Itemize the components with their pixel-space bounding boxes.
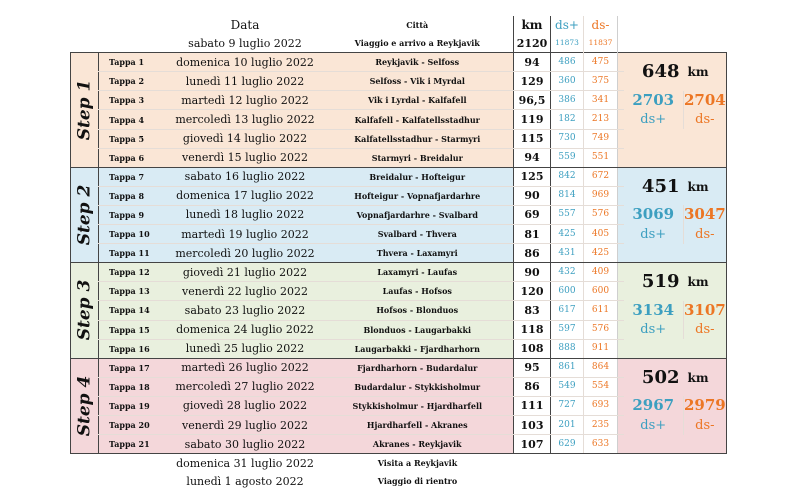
stage-date: domenica 24 luglio 2022	[169, 320, 322, 339]
stage-number: Tappa 1	[99, 53, 169, 72]
step-total-ds-minus: 3047	[684, 205, 726, 224]
step-total-ds-minus: 2979	[684, 396, 726, 415]
stage-row	[71, 244, 727, 263]
stage-row	[71, 301, 727, 320]
step-label	[71, 167, 99, 262]
step-label-text: Step 4	[74, 375, 94, 437]
stage-number: Tappa 14	[99, 301, 169, 320]
summary-filler	[684, 148, 727, 167]
stage-row	[71, 339, 727, 358]
stage-route: Vik i Lyrdal - Kalfafell	[322, 91, 514, 110]
summary-filler	[624, 244, 684, 263]
stage-ds-minus: 672	[584, 167, 618, 186]
stage-date: venerdì 22 luglio 2022	[169, 282, 322, 301]
stage-ds-plus: 486	[551, 53, 584, 72]
stage-row	[71, 53, 727, 72]
blank-cell	[514, 472, 551, 490]
stage-km: 125	[514, 167, 551, 186]
stage-km: 107	[514, 435, 551, 454]
step-total-ds-plus: 3134	[624, 301, 684, 320]
stage-route: Budardalur - Stykkisholmur	[322, 377, 514, 396]
header-ds-minus: ds-	[584, 16, 618, 34]
stage-ds-plus: 629	[551, 435, 584, 454]
stage-number: Tappa 15	[99, 320, 169, 339]
stage-number: Tappa 21	[99, 435, 169, 454]
stage-ds-plus: 730	[551, 129, 584, 148]
stage-number: Tappa 12	[99, 263, 169, 282]
blank-cell	[624, 472, 684, 490]
stage-number: Tappa 16	[99, 339, 169, 358]
stage-km: 81	[514, 225, 551, 244]
stage-ds-plus: 861	[551, 358, 584, 377]
stage-km: 69	[514, 205, 551, 224]
stage-ds-plus: 386	[551, 91, 584, 110]
spacer-cell	[618, 72, 624, 91]
blank-cell	[71, 472, 99, 490]
stage-ds-plus: 432	[551, 263, 584, 282]
stage-number: Tappa 18	[99, 377, 169, 396]
stage-route: Thvera - Laxamyri	[322, 244, 514, 263]
stage-ds-plus: 360	[551, 72, 584, 91]
step-label	[71, 358, 99, 453]
stage-route: Selfoss - Vik i Myrdal	[322, 72, 514, 91]
stage-ds-plus: 549	[551, 377, 584, 396]
step-label	[71, 53, 99, 168]
stage-date: giovedì 28 luglio 2022	[169, 396, 322, 415]
summary-filler	[624, 339, 684, 358]
stage-number: Tappa 10	[99, 225, 169, 244]
step-ds-minus-label: ds-	[684, 110, 727, 129]
stage-date: giovedì 21 luglio 2022	[169, 263, 322, 282]
stage-ds-minus: 235	[584, 415, 618, 434]
summary-filler	[684, 129, 727, 148]
blank-cell	[99, 472, 169, 490]
step-total-km-unit: km	[684, 358, 727, 396]
stage-route: Laugarbakki - Fjardharhorn	[322, 339, 514, 358]
step-total-km-unit: km	[684, 263, 727, 301]
step-ds-plus-label: ds+	[624, 225, 684, 244]
stage-ds-plus: 425	[551, 225, 584, 244]
stage-number: Tappa 11	[99, 244, 169, 263]
stage-date: sabato 16 luglio 2022	[169, 167, 322, 186]
stage-date: martedì 26 luglio 2022	[169, 358, 322, 377]
stage-row	[71, 435, 727, 454]
blank-cell	[551, 472, 584, 490]
stage-km: 96,5	[514, 91, 551, 110]
stage-ds-minus: 341	[584, 91, 618, 110]
arrival-km: 2120	[514, 34, 551, 53]
stage-date: martedì 19 luglio 2022	[169, 225, 322, 244]
stage-date: venerdì 15 luglio 2022	[169, 148, 322, 167]
stage-km: 90	[514, 263, 551, 282]
stage-ds-plus: 201	[551, 415, 584, 434]
extra-day-date: domenica 31 luglio 2022	[176, 456, 314, 470]
step-ds-minus-label: ds-	[684, 225, 727, 244]
blank-cell	[584, 454, 618, 473]
extra-day-row	[71, 454, 727, 473]
extra-day-date: lunedì 1 agosto 2022	[186, 474, 304, 488]
blank-cell	[71, 454, 99, 473]
stage-ds-minus: 409	[584, 263, 618, 282]
stage-km: 90	[514, 186, 551, 205]
spacer-cell	[618, 377, 624, 396]
stage-ds-minus: 911	[584, 339, 618, 358]
stage-row	[71, 358, 727, 377]
stage-ds-plus: 727	[551, 396, 584, 415]
stage-route: Stykkisholmur - Hjardharfell	[322, 396, 514, 415]
blank-cell	[684, 454, 727, 473]
stage-ds-plus: 597	[551, 320, 584, 339]
stage-row	[71, 263, 727, 282]
stage-row	[71, 415, 727, 434]
stage-route: Hofteigur - Vopnafjardarhre	[322, 186, 514, 205]
stage-route: Laxamyri - Laufas	[322, 263, 514, 282]
step-total-ds-plus: 3069	[624, 205, 684, 224]
stage-ds-minus: 425	[584, 244, 618, 263]
stage-ds-minus: 633	[584, 435, 618, 454]
extra-day-activity: Viaggio di rientro	[377, 476, 458, 487]
stage-ds-minus: 405	[584, 225, 618, 244]
step-ds-plus-label: ds+	[624, 320, 684, 339]
stage-ds-minus: 213	[584, 110, 618, 129]
summary-filler	[684, 435, 727, 454]
stage-ds-plus: 559	[551, 148, 584, 167]
stage-ds-plus: 814	[551, 186, 584, 205]
stage-ds-minus: 375	[584, 72, 618, 91]
stage-row	[71, 320, 727, 339]
step-label	[71, 263, 99, 358]
step-label-text: Step 2	[74, 184, 94, 246]
stage-number: Tappa 8	[99, 186, 169, 205]
stage-ds-minus: 576	[584, 320, 618, 339]
blank-cell	[99, 454, 169, 473]
step-total-ds-minus: 2704	[684, 90, 726, 109]
stage-ds-minus: 749	[584, 129, 618, 148]
summary-filler	[624, 435, 684, 454]
stage-km: 86	[514, 244, 551, 263]
stage-km: 83	[514, 301, 551, 320]
summary-filler	[624, 129, 684, 148]
stage-ds-plus: 431	[551, 244, 584, 263]
step-total-km: 451	[624, 167, 684, 205]
step-total-km: 648	[624, 53, 684, 91]
stage-number: Tappa 20	[99, 415, 169, 434]
stage-km: 120	[514, 282, 551, 301]
step-label-text: Step 3	[74, 280, 94, 341]
stage-row	[71, 91, 727, 110]
stage-ds-minus: 693	[584, 396, 618, 415]
step-total-km: 519	[624, 263, 684, 301]
blank-cell	[514, 454, 551, 473]
step-ds-plus-label: ds+	[624, 110, 684, 129]
extra-day-activity: Visita a Reykjavik	[377, 458, 458, 469]
stage-row	[71, 396, 727, 415]
stage-ds-minus: 554	[584, 377, 618, 396]
stage-ds-minus: 969	[584, 186, 618, 205]
stage-date: mercoledì 13 luglio 2022	[169, 110, 322, 129]
stage-date: mercoledì 20 luglio 2022	[169, 244, 322, 263]
stage-date: martedì 12 luglio 2022	[169, 91, 322, 110]
blank-cell	[624, 454, 684, 473]
stage-row	[71, 110, 727, 129]
stage-row	[71, 225, 727, 244]
blank-cell	[584, 472, 618, 490]
stage-ds-plus: 888	[551, 339, 584, 358]
header-date: Data	[230, 18, 260, 33]
stage-route: Vopnafjardarhre - Svalbard	[322, 205, 514, 224]
stage-number: Tappa 9	[99, 205, 169, 224]
stage-number: Tappa 2	[99, 72, 169, 91]
stage-number: Tappa 6	[99, 148, 169, 167]
stage-ds-minus: 576	[584, 205, 618, 224]
step-total-ds-plus: 2967	[624, 396, 684, 415]
header-ds-plus: ds+	[551, 16, 584, 34]
stage-ds-minus: 600	[584, 282, 618, 301]
stage-number: Tappa 19	[99, 396, 169, 415]
stage-km: 118	[514, 320, 551, 339]
step-total-km-unit: km	[684, 167, 727, 205]
stage-ds-plus: 557	[551, 205, 584, 224]
stage-route: Hofsos - Blonduos	[322, 301, 514, 320]
stage-date: giovedì 14 luglio 2022	[169, 129, 322, 148]
stage-number: Tappa 17	[99, 358, 169, 377]
step-total-km-unit: km	[684, 53, 727, 91]
stage-ds-minus: 864	[584, 358, 618, 377]
arrival-date: sabato 9 luglio 2022	[188, 36, 302, 50]
stage-route: Hjardharfell - Akranes	[322, 415, 514, 434]
blank-cell	[684, 472, 727, 490]
stage-number: Tappa 4	[99, 110, 169, 129]
step-total-ds-plus: 2703	[624, 91, 684, 110]
stage-route: Blonduos - Laugarbakki	[322, 320, 514, 339]
stage-route: Kalfatellsstadhur - Starmyri	[322, 129, 514, 148]
arrival-row	[71, 34, 727, 53]
stage-ds-minus: 475	[584, 53, 618, 72]
step-total-ds-minus: 3107	[684, 300, 726, 319]
summary-filler	[684, 339, 727, 358]
stage-date: domenica 17 luglio 2022	[169, 186, 322, 205]
arrival-ds-plus: 11873	[551, 34, 584, 53]
extra-day-row	[71, 472, 727, 490]
blank-cell	[551, 454, 584, 473]
itinerary-table	[70, 16, 727, 490]
summary-filler	[624, 148, 684, 167]
stage-date: lunedì 11 luglio 2022	[169, 72, 322, 91]
stage-number: Tappa 5	[99, 129, 169, 148]
spacer-cell	[618, 282, 624, 301]
stage-ds-minus: 551	[584, 148, 618, 167]
stage-date: domenica 10 luglio 2022	[169, 53, 322, 72]
stage-route: Akranes - Reykjavik	[322, 435, 514, 454]
stage-km: 111	[514, 396, 551, 415]
summary-filler	[684, 244, 727, 263]
header-km: km	[514, 16, 551, 34]
step-ds-plus-label: ds+	[624, 415, 684, 434]
stage-date: lunedì 25 luglio 2022	[169, 339, 322, 358]
stage-row	[71, 129, 727, 148]
stage-ds-plus: 617	[551, 301, 584, 320]
stage-row	[71, 167, 727, 186]
header-row	[71, 16, 727, 34]
stage-date: lunedì 18 luglio 2022	[169, 205, 322, 224]
stage-ds-plus: 600	[551, 282, 584, 301]
header-city: Città	[406, 20, 429, 31]
spacer-cell	[618, 186, 624, 205]
stage-number: Tappa 13	[99, 282, 169, 301]
stage-route: Laufas - Hofsos	[322, 282, 514, 301]
stage-number: Tappa 3	[99, 91, 169, 110]
step-ds-minus-label: ds-	[684, 415, 727, 434]
stage-km: 115	[514, 129, 551, 148]
stage-date: sabato 23 luglio 2022	[169, 301, 322, 320]
stage-km: 119	[514, 110, 551, 129]
stage-route: Breidalur - Hofteigur	[322, 167, 514, 186]
stage-ds-plus: 182	[551, 110, 584, 129]
stage-km: 108	[514, 339, 551, 358]
stage-row	[71, 205, 727, 224]
stage-date: venerdì 29 luglio 2022	[169, 415, 322, 434]
stage-row	[71, 148, 727, 167]
stage-km: 94	[514, 148, 551, 167]
stage-number: Tappa 7	[99, 167, 169, 186]
stage-ds-plus: 842	[551, 167, 584, 186]
stage-route: Fjardharhorn - Budardalur	[322, 358, 514, 377]
stage-route: Svalbard - Thvera	[322, 225, 514, 244]
stage-km: 95	[514, 358, 551, 377]
stage-ds-minus: 611	[584, 301, 618, 320]
step-ds-minus-label: ds-	[684, 320, 727, 339]
stage-km: 129	[514, 72, 551, 91]
stage-date: mercoledì 27 luglio 2022	[169, 377, 322, 396]
stage-route: Starmyri - Breidalur	[322, 148, 514, 167]
step-total-km: 502	[624, 358, 684, 396]
stage-route: Kalfafell - Kalfatellsstadhur	[322, 110, 514, 129]
stage-date: sabato 30 luglio 2022	[169, 435, 322, 454]
stage-km: 103	[514, 415, 551, 434]
step-label-text: Step 1	[74, 79, 94, 141]
stage-km: 86	[514, 377, 551, 396]
stage-route: Reykjavik - Selfoss	[322, 53, 514, 72]
stage-km: 94	[514, 53, 551, 72]
arrival-city: Viaggio e arrivo a Reykjavik	[354, 38, 480, 49]
arrival-ds-minus: 11837	[584, 34, 618, 53]
